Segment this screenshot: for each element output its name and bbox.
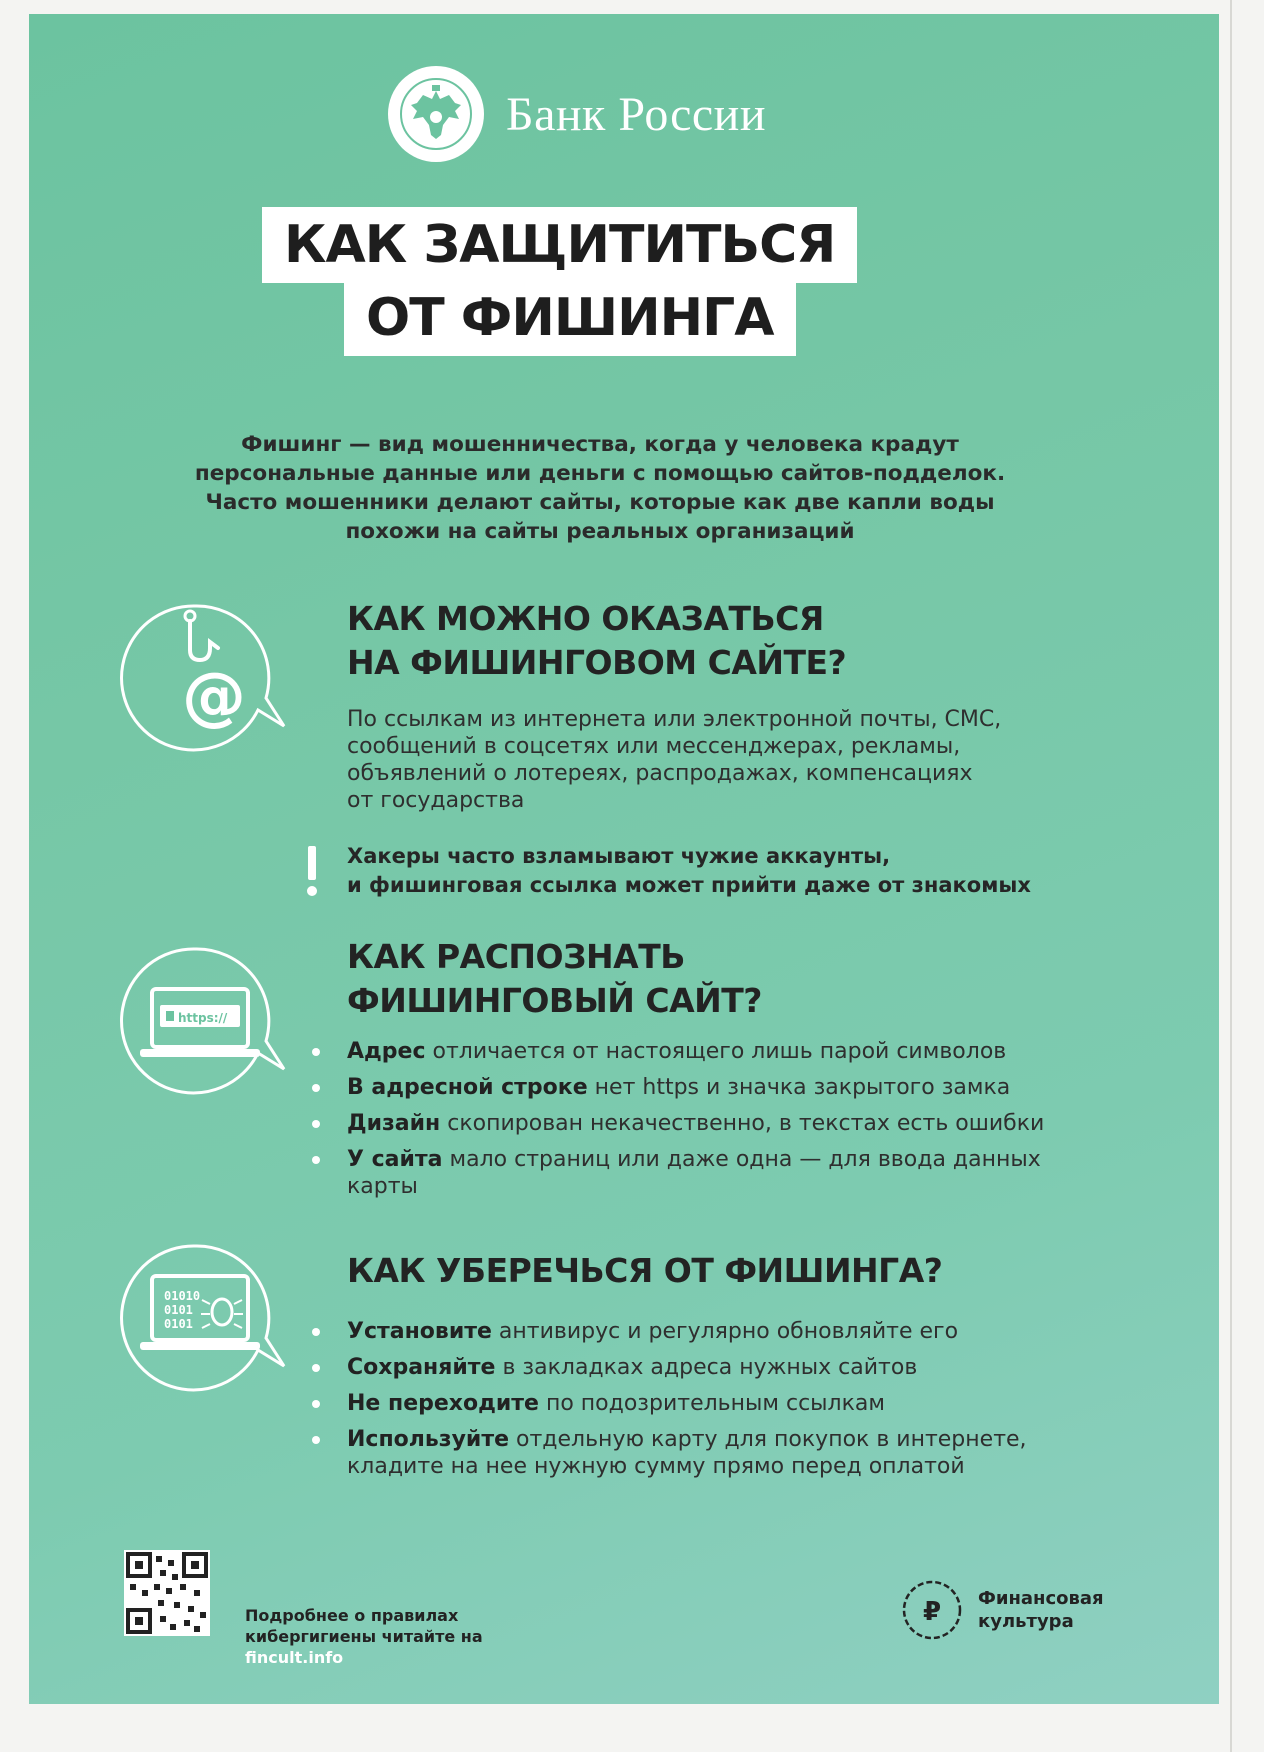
item-rest: отдельную карту для покупок в интернете,	[509, 1427, 1027, 1452]
item-rest: мало страниц или даже одна — для ввода данных	[442, 1147, 1041, 1172]
item-continuation: кладите на нее нужную сумму прямо перед оплатой	[347, 1454, 965, 1479]
item-rest: скопирован некачественно, в текстах есть ошибки	[440, 1111, 1045, 1136]
item-bold: Адрес	[347, 1039, 426, 1064]
brand-name: Банк России	[506, 87, 767, 141]
ruble-symbol: ₽	[922, 1597, 942, 1627]
qr-code[interactable]	[124, 1550, 210, 1636]
binary-line: 0101	[164, 1303, 193, 1317]
item-bold: Не переходите	[347, 1391, 539, 1416]
heading-line: КАК УБЕРЕЧЬСЯ ОТ ФИШИНГА?	[347, 1251, 943, 1290]
fincult-line: культура	[978, 1611, 1074, 1632]
section-heading-how-to-recognize	[347, 935, 762, 1023]
footnote-line	[245, 1626, 483, 1668]
item-rest: отличается от настоящего лишь парой символов	[425, 1039, 1007, 1064]
item-rest: антивирус и регулярно обновляйте его	[491, 1319, 959, 1344]
page-title-line-1: КАК ЗАЩИТИТЬСЯ	[262, 207, 857, 283]
intro-line: Часто мошенники делают сайты, которые как две капли воды	[205, 490, 995, 515]
monitor-virus-icon	[118, 1242, 288, 1406]
https-label: https://	[178, 1011, 228, 1025]
ruble-clock-icon	[900, 1578, 964, 1642]
footnote-line: Подробнее о правилах	[245, 1606, 459, 1625]
phishing-hook-at-icon	[118, 598, 288, 762]
text-line: от государства	[347, 788, 525, 813]
item-rest: нет https и значка закрытого замка	[587, 1075, 1011, 1100]
heading-line: КАК МОЖНО ОКАЗАТЬСЯ	[347, 599, 824, 638]
bank-logo	[388, 64, 766, 164]
footnote-text: кибергигиены читайте на	[245, 1627, 483, 1646]
item-rest: в закладках адреса нужных сайтов	[495, 1355, 918, 1380]
item-bold: У сайта	[347, 1147, 443, 1172]
text-line: сообщений в соцсетях или мессенджерах, рекламы,	[347, 734, 961, 759]
text-line: По ссылкам из интернета или электронной почты, СМС,	[347, 707, 1002, 732]
item-bold: Дизайн	[347, 1111, 441, 1136]
list-item	[312, 1426, 1027, 1480]
intro-text	[120, 430, 1080, 546]
item-bold: Установите	[347, 1319, 492, 1344]
item-bold: Сохраняйте	[347, 1355, 496, 1380]
item-continuation: карты	[347, 1174, 418, 1199]
footnote	[245, 1605, 483, 1668]
protect-list	[312, 1318, 1027, 1489]
intro-line: персональные данные или деньги с помощью сайтов-подделок.	[194, 461, 1006, 486]
svg-text:@: @	[182, 660, 246, 734]
heading-line: НА ФИШИНГОВОМ САЙТЕ?	[347, 643, 847, 682]
fincult-link[interactable]: fincult.info	[245, 1648, 344, 1667]
list-item	[312, 1110, 1044, 1137]
item-rest: по подозрительным ссылкам	[538, 1391, 885, 1416]
intro-line: похожи на сайты реальных организаций	[345, 519, 855, 544]
page-title-line-2: ОТ ФИШИНГА	[344, 280, 796, 356]
list-item	[312, 1354, 1027, 1381]
text-line: объявлений о лотереях, распродажах, компенсациях	[347, 761, 973, 786]
fincult-name	[978, 1587, 1104, 1633]
warning-line: Хакеры часто взламывают чужие аккаунты,	[347, 844, 891, 868]
laptop-https-icon	[118, 945, 288, 1109]
binary-line: 01010	[164, 1289, 201, 1303]
item-bold: Используйте	[347, 1427, 510, 1452]
warning-text	[347, 842, 1031, 900]
binary-line: 0101	[164, 1317, 193, 1331]
double-headed-eagle-icon	[388, 66, 484, 162]
exclamation-icon	[305, 846, 319, 898]
list-item	[312, 1390, 1027, 1417]
list-item	[312, 1146, 1044, 1200]
list-item	[312, 1074, 1044, 1101]
intro-line: Фишинг — вид мошенничества, когда у человека крадут	[241, 432, 959, 457]
section-heading-how-to-get	[347, 597, 846, 685]
section-1-text	[347, 706, 1001, 814]
item-bold: В адресной строке	[347, 1075, 588, 1100]
fincult-line: Финансовая	[978, 1588, 1104, 1609]
warning-line: и фишинговая ссылка может прийти даже от знакомых	[347, 873, 1031, 897]
list-item	[312, 1318, 1027, 1345]
heading-line: ФИШИНГОВЫЙ САЙТ?	[347, 981, 762, 1020]
list-item	[312, 1038, 1044, 1065]
heading-line: КАК РАСПОЗНАТЬ	[347, 937, 685, 976]
section-heading-how-to-protect	[347, 1249, 942, 1293]
recognize-list	[312, 1038, 1044, 1209]
fincult-logo	[900, 1578, 1104, 1642]
